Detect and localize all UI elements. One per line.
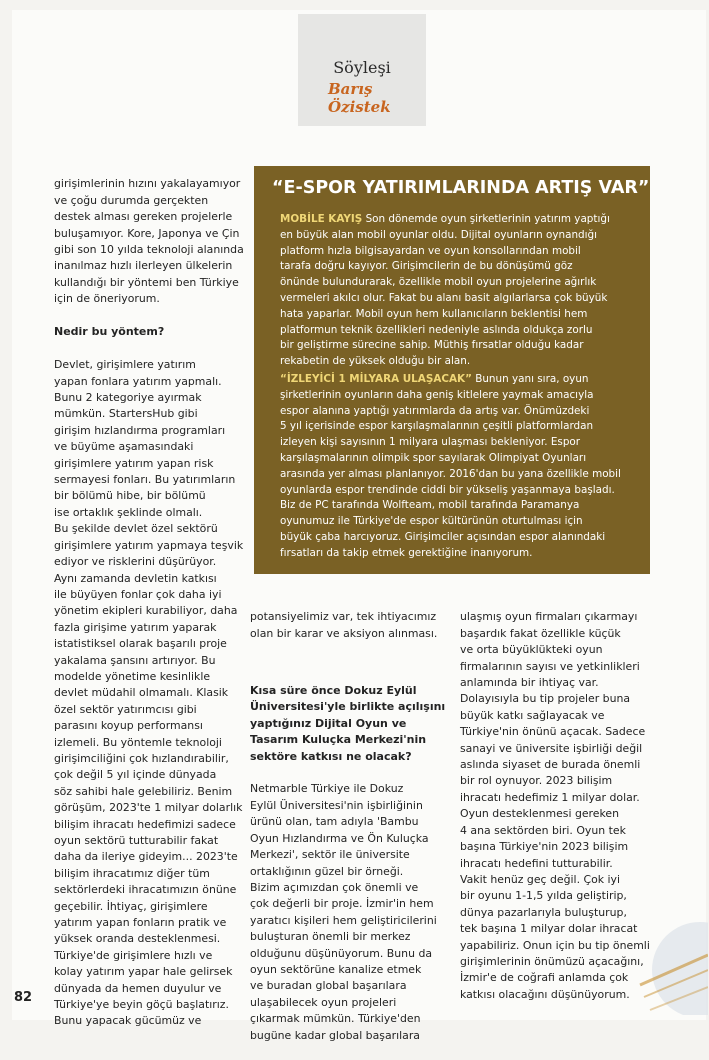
box-title: “E-SPOR YATIRIMLARINDA ARTIŞ VAR” (272, 178, 650, 198)
column-2 (250, 593, 460, 1060)
box-lead-1: MOBİLE KAYIŞ (280, 213, 363, 225)
paragraph: Netmarble Türkiye ile Dokuz Eylül Üniversitesi'nin işbirliğinin ürünü olan, tam adıyla 'Bambu Oyun Hızlandırma ve Ön Kuluçka Merkezi', sektör ile üniversite ortaklığının güzel bir örneği. Bizim açımızdan çok önemli ve çok değerli bir proje. İzmir'in hem yaratıcı kişileri hem geliştiricilerini buluşturan önemli bir merkez olduğunu düşünüyorum. Bunu da oyun sektörüne kanalize etmek ve buradan global başarılara ulaşabilecek oyun projeleri çıkarmak mümkün. Türkiye'den bugüne kadar global başarılara (250, 782, 437, 1042)
sidebar-box (254, 166, 650, 574)
paragraph: ulaşmış oyun firmaları çıkarmayı başardık fakat özellikle küçük ve orta büyüklükteki oyun firmalarının sayısı ve yetkinlikleri anlamında bir ihtiyaç var. Dolayısıyla bu tip projeler buna büyük katkı sağlayacak ve Türkiye'nin önünü açacak. Sadece sanayi ve üniversite işbirliği değil aslında siyaset de burada önemli bir rol oynuyor. 2023 bilişim ihracatı hedefimiz 1 milyar dolar. Oyun desteklenmesi gereken 4 ana sektörden biri. Oyun tek başına Türkiye'nin 2023 bilişim ihracatı hedefini tutturabilir. Vakit henüz geç değil. Çok iyi bir oyunu 1-1,5 yılda geliştirip, dünya pazarlarıyla buluşturup, tek başına 1 milyar dolar ihracat yapabiliriz. Onun için bu tip önemli girişimlerinin önümüzü açacağını, İzmir'e de coğrafi anlamda çok katkısı olacağını düşünüyorum. (460, 610, 650, 1001)
box-lead-2: “İZLEYİCİ 1 MİLYARA ULAŞACAK” (280, 373, 472, 385)
box-text-1: Son dönemde oyun şirketlerinin yatırım yaptığı en büyük alan mobil oyunlar oldu. Dijital oyunların oynandığı platform hızla bilgisayardan ve oyun konsollarından mobil tarafa doğru kayıyor. Girişimcilerin de bu dönüşümü göz önünde bulundurarak, özellikle mobil oyun projelerine ağırlık vermeleri akılcı olur. Fakat bu alanı basit algılarlarsa çok büyük hata yaparlar. Mobil oyun hem kullanıcıların beklentisi hem platformun teknik özellikleri nedeniyle aslında oldukça zorlu bir geliştirme sürecine sahip. Müthiş fırsatlar olduğu kadar rekabetin de yüksek olduğu bir alan. (280, 213, 610, 368)
box-paragraph-1 (280, 212, 642, 370)
box-paragraph-2 (280, 372, 642, 562)
decorative-graphic (630, 915, 708, 1015)
column-1-intro (54, 160, 254, 324)
box-text-2: Bunun yanı sıra, oyun şirketlerinin oyunların daha geniş kitlelere yaymak amacıyla espor alanına yaptığı yatırımlarda da artış var. Önümüzdeki 5 yıl içerisinde espor karşılaşmalarının çeşitli platformlardan izleyen kişi sayısının 1 milyara ulaşması bekleniyor. Espor karşılaşmalarının olimpik spor sayılarak Olimpiyat Oyunları arasında yer alması planlanıyor. 2016'dan bu yana özellikle mobil oyunlarda espor trendinde ciddi bir yükseliş yaşanmaya başladı. Biz de PC tarafında Wolfteam, mobil tarafında Paramanya oyunumuz ile Türkiye'de espor kültürünün oturtulması için büyük çaba harcıyoruz. Girişimciler açısından espor alanındaki fırsatları da takip etmek gerektiğine inanıyorum. (280, 373, 621, 559)
author-name: Barış Özistek (328, 80, 391, 116)
question-heading: Kısa süre önce Dokuz Eylül Üniversitesi'yle birlikte açılışını yaptığınız Dijital Oyun ve Tasarım Kuluçka Merkezi'nin sektöre katkısı ne olacak? (250, 684, 446, 763)
paragraph: girişimlerinin hızını yakalayamıyor ve çoğu durumda gerçekten destek alması gereken projelerle buluşamıyor. Kore, Japonya ve Çin gibi son 10 yılda teknoloji alanında inanılmaz hızlı ilerleyen ülkelerin kullandığı bir yöntemi ben Türkiye için de öneriyorum. (54, 177, 244, 306)
paragraph: potansiyelimiz var, tek ihtiyacımız olan bir karar ve aksiyon alınması. (250, 610, 438, 640)
column-1-body (54, 308, 254, 1046)
question-heading: Nedir bu yöntem? (54, 325, 165, 339)
page-number: 82 (14, 990, 33, 1005)
section-label: Söyleşi (333, 58, 391, 77)
section-header (298, 14, 426, 126)
paragraph: Devlet, girişimlere yatırım yapan fonlara yatırım yapmalı. Bunu 2 kategoriye ayırmak mümkün. StartersHub gibi girişim hızlandırma programları ve büyüme aşamasındaki girişimlere yatırım yapan risk sermayesi fonları. Bu yatırımların bir bölümü hibe, bir bölümü ise ortaklık şeklinde olmalı. Bu şekilde devlet özel sektörü girişimlere yatırım yapmaya teşvik ediyor ve risklerini düşürüyor. Aynı zamanda devletin katkısı ile büyüyen fonlar çok daha iyi yönetim ekipleri kurabiliyor, daha fazla girişime yatırım yaparak istatistiksel olarak başarılı proje yakalama şansını artırıyor. Bu modelde yönetime kesinlikle devlet müdahil olmamalı. Klasik özel sektör yatırımcısı gibi parasını koyup performansı izlemeli. Bu yöntemle teknoloji girişimciliğini çok hızlandırabilir, çok değil 5 yıl içinde dünyada söz sahibi hale gelebiliriz. Benim görüşüm, 2023'te 1 milyar dolarlık bilişim ihracatı hedefimizi sadece oyun sektörü tutturabilir fakat daha da ileriye gideyim... 2023'te bilişim ihracatımız diğer tüm sektörlerdeki ihracatımızın önüne geçebilir. İhtiyaç, girişimlere yatırım yapan fonların pratik ve yüksek oranda desteklenmesi. Türkiye'de girişimlere hızlı ve kolay yatırım yapar hale gelirsek dünyada da hemen duyulur ve Türkiye'ye beyin göçü başlatırız. Bunu yapacak gücümüz ve (54, 358, 244, 1028)
